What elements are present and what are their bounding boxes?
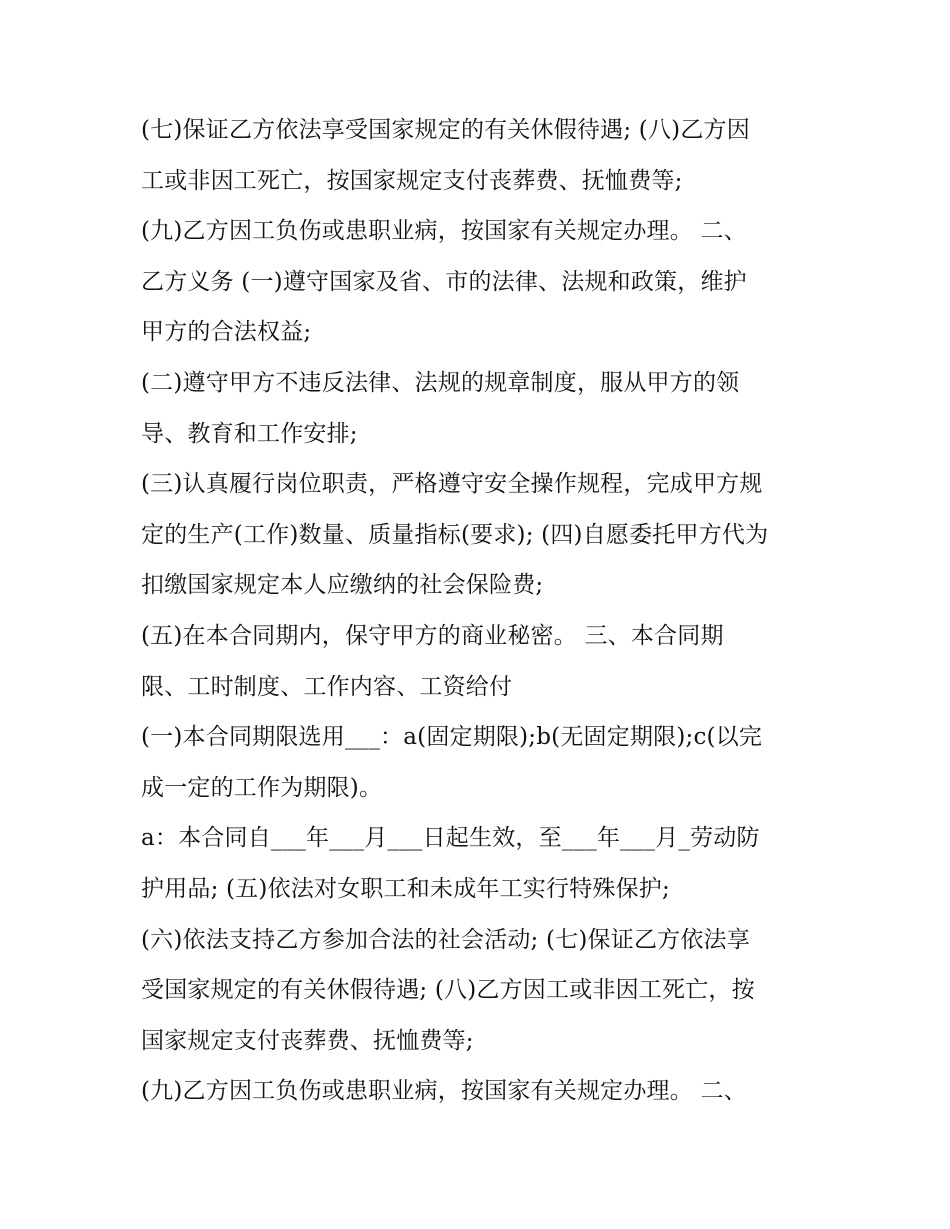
text-line: 扣缴国家规定本人应缴纳的社会保险费; [141,572,544,599]
text-line: 导、教育和工作安排; [141,420,358,447]
text-line: 成一定的工作为期限)。 [141,774,383,801]
text-line: (七)保证乙方依法享受国家规定的有关休假待遇; (八)乙方因 [141,117,750,143]
contract-text-block [141,105,841,1117]
text-line: 受国家规定的有关休假待遇; (八)乙方因工或非因工死亡，按 [141,977,755,1004]
text-line: 护用品; (五)依法对女职工和未成年工实行特殊保护; [141,875,670,902]
text-line: (一)本合同期限选用___：a(固定期限);b(无固定期限);c(以完 [141,724,763,751]
text-line: (三)认真履行岗位职责，严格遵守安全操作规程，完成甲方规 [141,471,763,498]
text-line: (九)乙方因工负伤或患职业病，按国家有关规定办理。 二、 [141,1078,747,1105]
text-line: a：本合同自___年___月___日起生效，至___年___月_劳动防 [141,825,760,852]
text-line: 国家规定支付丧葬费、抚恤费等; [141,1027,474,1054]
text-line: 限、工时制度、工作内容、工资给付 [141,673,513,700]
text-line: 乙方义务 (一)遵守国家及省、市的法律、法规和政策，维护 [141,268,747,295]
text-line: (二)遵守甲方不违反法律、法规的规章制度，服从甲方的领 [141,369,740,396]
text-line: (五)在本合同期内，保守甲方的商业秘密。 三、本合同期 [141,622,724,649]
text-line: 定的生产(工作)数量、质量指标(要求); (四)自愿委托甲方代为 [141,521,769,548]
text-line: (九)乙方因工负伤或患职业病，按国家有关规定办理。 二、 [141,218,747,245]
text-line: (六)依法支持乙方参加合法的社会活动; (七)保证乙方依法享 [141,926,750,953]
text-line: 甲方的合法权益; [141,319,312,346]
text-line: 工或非因工死亡，按国家规定支付丧葬费、抚恤费等; [141,167,683,194]
